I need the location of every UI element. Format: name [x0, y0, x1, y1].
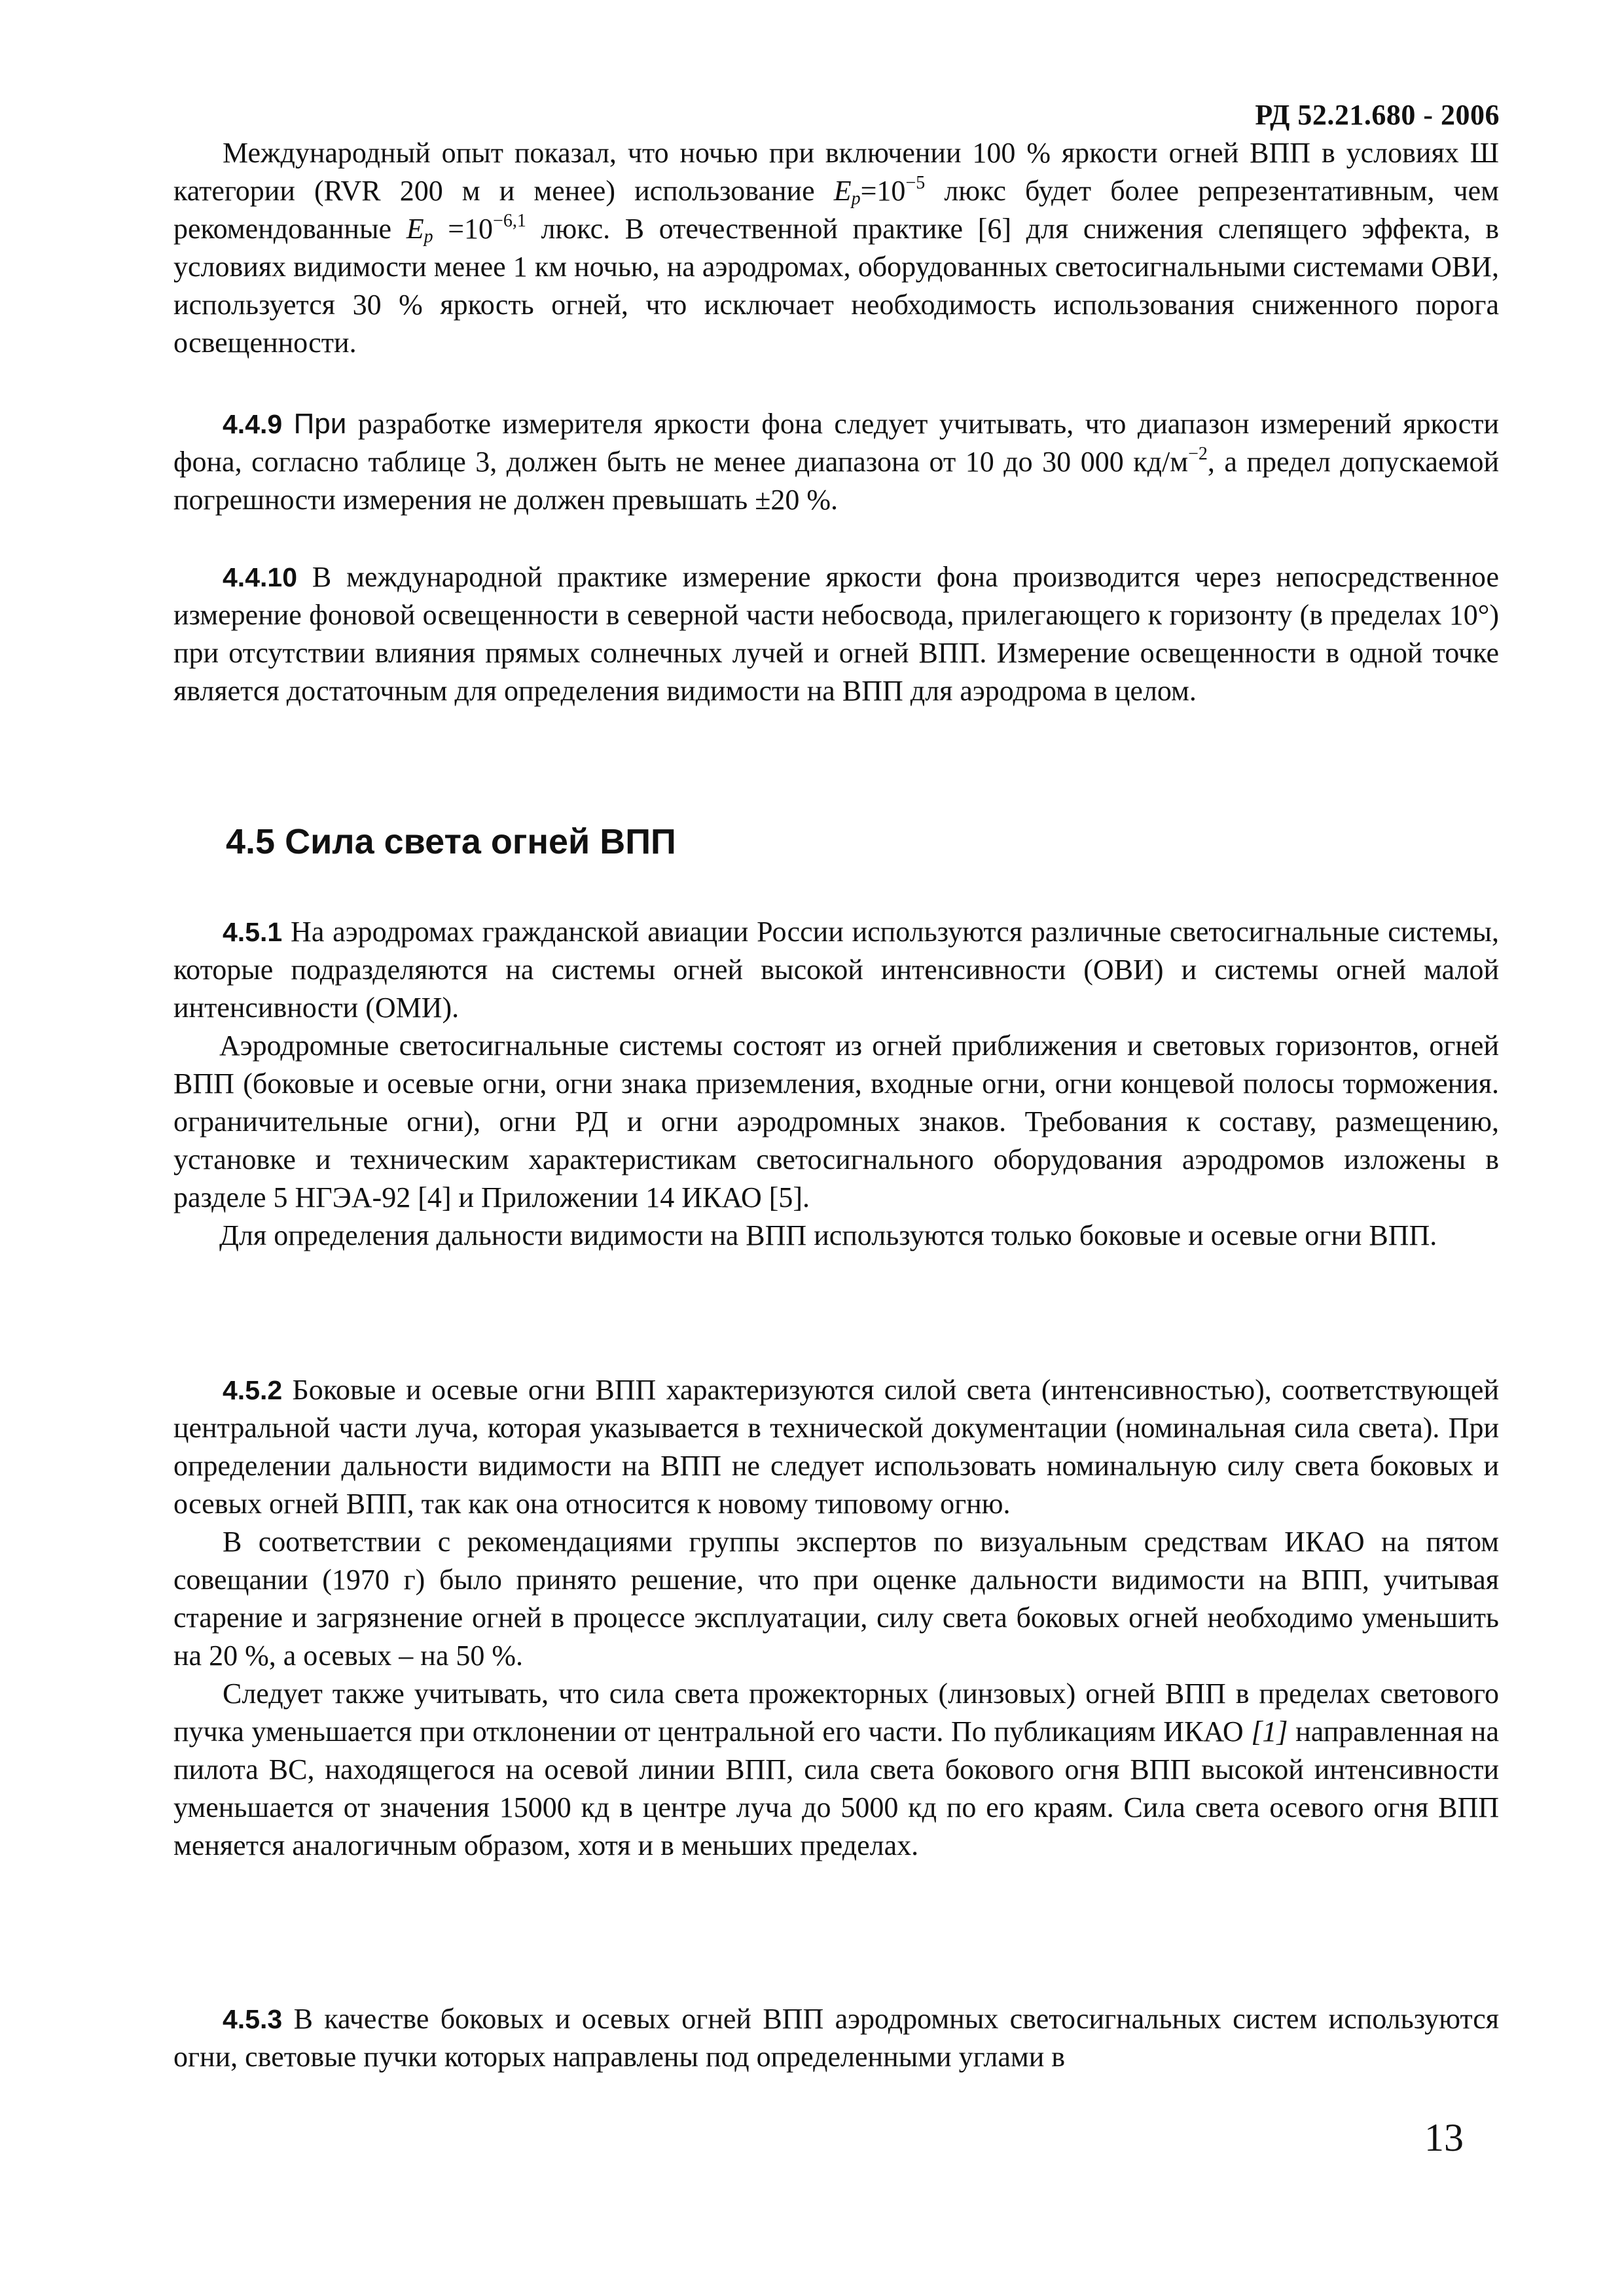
section-4-4-10: [173, 558, 1499, 710]
section-4-5-1-paragraph-3: Для определения дальности видимости на ВПП используются только боковые и осевые огни ВПП.: [219, 1219, 1437, 1251]
document-code-header: РД 52.21.680 - 2006: [1255, 99, 1500, 131]
section-number: 4.5.1: [223, 917, 283, 947]
section-4-4-10-paragraph: 4.4.10 В международной практике измерение яркости фона производится через непосредственное измерение фоновой освещенности в северной части небосвода, прилегающего к горизонту (в пределах 10°) при отсутствии влияния прямых солнечных лучей и огней ВПП. Измерение освещенности в одной точке является достаточным для определения видимости на ВПП для аэродрома в целом.: [173, 561, 1499, 707]
section-4-5-1: [173, 913, 1499, 1255]
section-4-5-1-paragraph: 4.5.1 На аэродромах гражданской авиации России используются различные светосигнальные системы, которые подразделяются на системы огней высокой интенсивности (ОВИ) и системы огней малой интенсивности (ОМИ).: [173, 916, 1499, 1024]
intro-paragraph: Международный опыт показал, что ночью при включении 100 % яркости огней ВПП в условиях Ш категории (RVR 200 м и менее) использование $E_p=10^{-5}$ люкс будет более репрезентативным, чем рекомендованные $E_p =10^{-6,1}$ люкс. В отечественной практике [6] для снижения слепящего эффекта, в условиях видимости менее 1 км ночью, на аэродромах, оборудованных светосигнальными системами ОВИ, используется 30 % яркость огней, что исключает необходимость использования сниженного порога освещенности.: [173, 137, 1500, 359]
section-4-5-2-paragraph: 4.5.2 Боковые и осевые огни ВПП характеризуются силой света (интенсивностью), соответствующей центральной части луча, которая указывается в технической документации (номинальная сила света). При определении дальности видимости на ВПП не следует использовать номинальную силу света боковых и осевых огней ВПП, так как она относится к новому типовому огню.: [173, 1374, 1499, 1520]
section-number: 4.4.9: [223, 409, 283, 439]
section-number: 4.5.3: [223, 2004, 283, 2034]
section-4-5-2-paragraph-2: В соответствии с рекомендациями группы экспертов по визуальным средствам ИКАО на пятом совещании (1970 г) было принято решение, что при оценке дальности видимости на ВПП, учитывая старение и загрязнение огней в процессе эксплуатации, силу света боковых огней необходимо уменьшить на 20 %, а осевых – на 50 %.: [173, 1526, 1499, 1672]
section-4-4-9: [173, 405, 1499, 519]
section-4-5-2-paragraph-3: Следует также учитывать, что сила света прожекторных (линзовых) огней ВПП в пределах светового пучка уменьшается при отклонении от центральной его части. По публикациям ИКАО [1] направленная на пилота ВС, находящегося на осевой линии ВПП, сила света бокового огня ВПП высокой интенсивности уменьшается от значения 15000 кд в центре луча до 5000 кд по его краям. Сила света осевого огня ВПП меняется аналогичным образом, хотя и в меньших пределах.: [173, 1677, 1499, 1861]
page-number: 13: [1424, 2116, 1464, 2159]
section-number: 4.5.2: [223, 1375, 283, 1405]
section-4-5-3-paragraph: 4.5.3 В качестве боковых и осевых огней ВПП аэродромных светосигнальных систем используются огни, световые пучки которых направлены под определенными углами в: [173, 2003, 1499, 2073]
section-4-5-3: [173, 2000, 1499, 2076]
section-number: 4.4.10: [223, 562, 297, 592]
section-4-5-2: [173, 1371, 1499, 1865]
section-4-5-1-paragraph-2: Аэродромные светосигнальные системы состоят из огней приближения и световых горизонтов, огней ВПП (боковые и осевые огни, огни знака приземления, входные огни, огни концевой полосы торможения. ограничительные огни), огни РД и огни аэродромных знаков. Требования к составу, размещению, установке и техническим характеристикам светосигнального оборудования аэродромов изложены в разделе 5 НГЭА-92 [4] и Приложении 14 ИКАО [5].: [173, 1030, 1499, 1213]
intro-block: [173, 134, 1499, 362]
section-heading-4-5: 4.5 Сила света огней ВПП: [226, 822, 676, 861]
section-4-4-9-paragraph: 4.4.9 При разработке измерителя яркости фона следует учитывать, что диапазон измерений яркости фона, согласно таблице 3, должен быть не менее диапазона от 10 до 30 000 $кд/м^{-2}$, а предел допускаемой погрешности измерения не должен превышать ±20 %.: [173, 408, 1500, 516]
